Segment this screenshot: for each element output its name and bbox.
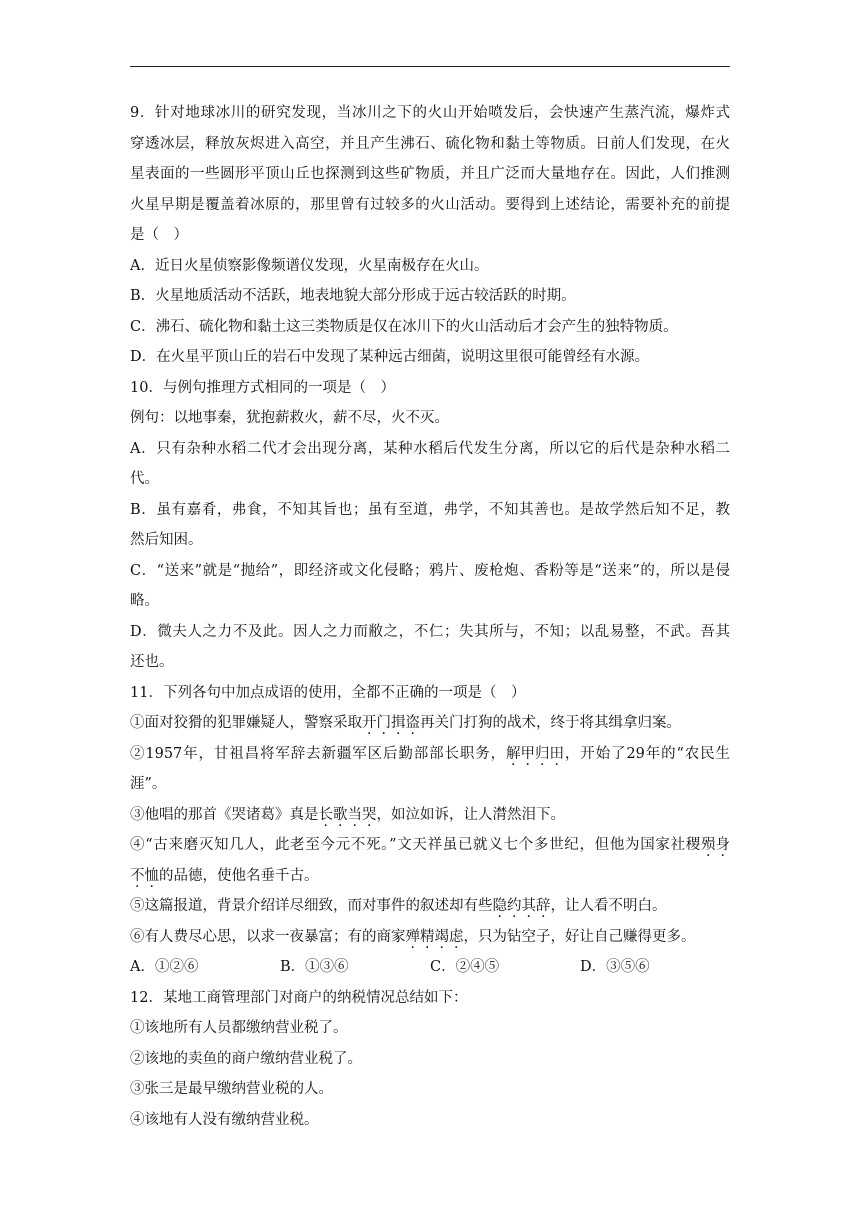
emphasis-dot-char: 盗	[405, 715, 420, 731]
emphasis-dot-char: 揖	[391, 715, 406, 731]
q12-item-3: ③张三是最早缴纳营业税的人。	[130, 1081, 333, 1097]
emphasis-dot-char: 竭	[434, 928, 449, 945]
emphasis-dot-char: 长	[318, 806, 333, 823]
q11-options	[130, 952, 730, 983]
q11-sentence-1	[130, 708, 730, 739]
emphasis-dot-char: 隐	[492, 898, 507, 914]
sentence-text: ⑤这篇报道，背景介绍详尽细致，而对事件的叙述却有些	[130, 898, 493, 914]
q9-stem-line-5: 是（ ）	[130, 227, 188, 243]
q11-sentence-4	[130, 830, 730, 861]
emphasis-dot-char: 甲	[520, 745, 536, 762]
q11-sentence-6	[130, 922, 730, 953]
q11-option-d: D．③⑤⑥	[580, 959, 650, 975]
emphasis-dot-char: 不	[130, 867, 145, 884]
emphasized-idiom	[406, 929, 464, 945]
q11-option-c: C．②④⑤	[430, 959, 500, 975]
sentence-text: 的品德，使他名垂千古。	[159, 867, 319, 884]
q11-sentence-5	[130, 891, 730, 922]
emphasis-dot-char: 门	[376, 715, 391, 731]
emphasized-idiom	[319, 807, 377, 823]
q9-option-c: C．沸石、硫化物和黏土这三类物质是仅在冰川下的火山活动后才会产生的独特物质。	[130, 318, 678, 335]
emphasis-dot-char: 歌	[333, 806, 348, 823]
emphasis-dot-char: 殚	[405, 928, 420, 945]
emphasized-idiom	[362, 715, 420, 731]
document-body	[130, 98, 730, 1135]
q10-option-b-line-1: B．虽有嘉肴，弗食，不知其旨也；虽有至道，弗学，不知其善也。是故学然后知不足，教	[130, 501, 730, 518]
sentence-text: ，让人看不明白。	[550, 898, 667, 914]
emphasis-dot-char: 开	[362, 715, 377, 731]
q10-option-c-line-1: C．“送来”就是“抛给”，即经济或文化侵略；鸦片、废枪炮、香粉等是“送来”的，所以是侵	[130, 562, 730, 579]
q9-stem-line-4: 火星早期是覆盖着冰原的，那里曾有过较多的火山活动。要得到上述结论，需要补充的前提	[130, 196, 730, 213]
q11-sentence-2-cont: 涯”。	[130, 776, 167, 792]
q9-stem-line-2: 穿透冰层，释放灰烬进入高空，并且产生沸石、硫化物和黏土等物质。日前人们发现，在火	[130, 135, 730, 152]
emphasis-dot-char: 约	[507, 898, 522, 914]
q9-stem-line-3: 星表面的一些圆形平顶山丘也探测到这些矿物质，并且广泛而大量地存在。因此，人们推测	[130, 166, 730, 182]
q11-sentence-3	[130, 800, 730, 831]
q12-item-4: ④该地有人没有缴纳营业税。	[130, 1111, 319, 1128]
q9-option-b: B．火星地质活动不活跃，地表地貌大部分形成于远古较活跃的时期。	[130, 288, 576, 304]
emphasized-idiom	[130, 868, 159, 884]
sentence-text: ，开始了29年的“农民生	[564, 745, 730, 762]
q12-stem: 12．某地工商管理部门对商户的纳税情况总结如下：	[130, 989, 468, 1006]
emphasis-dot-char: 辞	[536, 898, 551, 914]
sentence-text: ③他唱的那首《哭诸葛》真是	[130, 806, 319, 823]
header-rule	[130, 66, 730, 67]
emphasis-dot-char: 哭	[362, 806, 377, 823]
q9-option-d: D．在火星平顶山丘的岩石中发现了某种远古细菌，说明这里很可能曾经有水源。	[130, 349, 650, 365]
emphasis-dot-char: 当	[347, 806, 362, 823]
q9-option-a: A．近日火星侦察影像频谱仪发现，火星南极存在火山。	[130, 257, 489, 274]
sentence-text: ①面对狡猾的犯罪嫌疑人，警察采取	[130, 715, 362, 731]
q9-stem-line-1: 9．针对地球冰川的研究发现，当冰川之下的火山开始喷发后，会快速产生蒸汽流，爆炸式	[130, 105, 730, 121]
q10-option-a-line-1: A．只有杂种水稻二代才会出现分离，某种水稻后代发生分离，所以它的后代是杂种水稻二	[130, 440, 730, 457]
emphasis-dot-char: 恤	[144, 867, 159, 884]
sentence-text: ⑥有人费尽心思，以求一夜暴富；有的商家	[130, 928, 406, 945]
q11-option-a: A．①②⑥	[130, 959, 199, 975]
q11-stem: 11．下列各句中加点成语的使用，全都不正确的一项是（ ）	[130, 684, 526, 701]
q10-option-d-line-2: 还也。	[130, 654, 174, 670]
q10-option-c-line-2: 略。	[130, 593, 159, 609]
emphasis-dot-char: 殒	[701, 837, 716, 853]
emphasis-dot-char: 身	[715, 837, 730, 853]
sentence-text: ，如泣如诉，让人潸然泪下。	[376, 806, 565, 823]
q11-option-b: B．①③⑥	[280, 959, 349, 975]
emphasis-dot-char: 归	[535, 745, 550, 762]
emphasis-dot-char: 虑	[449, 928, 464, 945]
q12-item-2: ②该地的卖鱼的商户缴纳营业税了。	[130, 1050, 362, 1067]
emphasis-dot-char: 其	[521, 898, 536, 914]
sentence-text: ④“古来磨灭知几人，此老至今元不死。”文天祥虽已就义七个多世纪，但他为国家社稷	[130, 837, 701, 853]
q10-option-a-line-2: 代。	[130, 471, 159, 487]
emphasized-idiom	[701, 837, 730, 853]
emphasis-dot-char: 精	[420, 928, 435, 945]
sentence-text: ②1957年，甘祖昌将军辞去新疆军区后勤部部长职务，	[130, 745, 507, 762]
q11-sentence-2	[130, 739, 730, 770]
sentence-text: 再关门打狗的战术，终于将其缉拿归案。	[420, 715, 681, 731]
q10-option-d-line-1: D．微夫人之力不及此。因人之力而敝之，不仁；失其所与，不知；以乱易整，不武。吾其	[130, 623, 730, 640]
q10-option-b-line-2: 然后知困。	[130, 532, 203, 548]
emphasized-idiom	[493, 898, 551, 914]
q10-stem: 10．与例句推理方式相同的一项是（ ）	[130, 379, 395, 396]
sentence-text: ，只为钻空子，好让自己赚得更多。	[463, 928, 696, 945]
emphasis-dot-char: 田	[549, 745, 565, 762]
emphasized-idiom	[506, 746, 564, 762]
emphasis-dot-char: 解	[506, 745, 521, 762]
q10-example: 例句：以地事秦，犹抱薪救火，薪不尽，火不灭。	[130, 410, 449, 426]
q12-item-1: ①该地所有人员都缴纳营业税了。	[130, 1020, 348, 1036]
q11-sentence-4-cont	[130, 861, 730, 892]
